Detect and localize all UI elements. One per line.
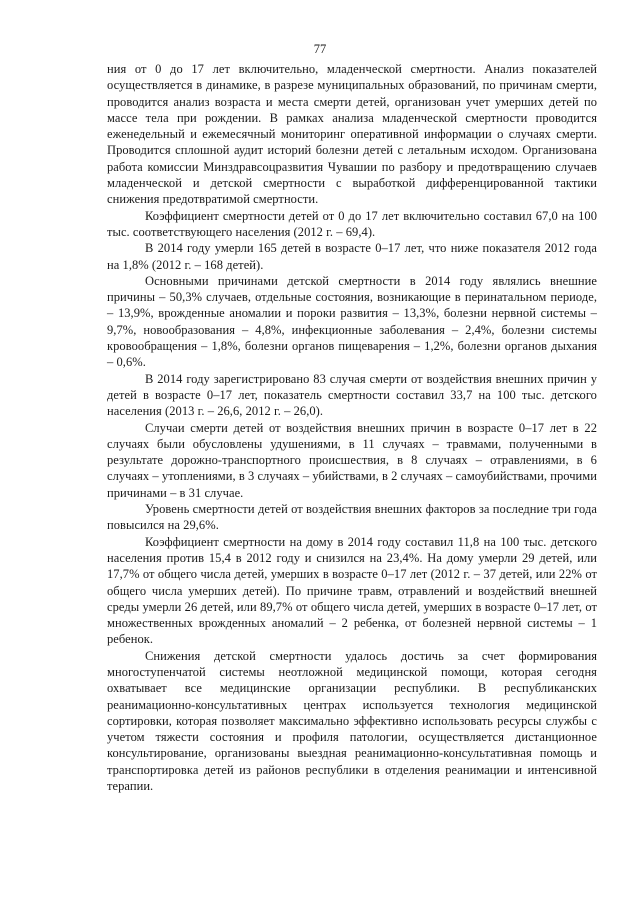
- page-number: 77: [313, 42, 327, 56]
- paragraph: Снижения детской смертности удалось достичь за счет формирования многоступенчатой системы неотложной медицинской помощи, которая сегодня охватывает все медицинские организации республики. В республиканских реанимационно-консультативных центрах используется технология медицинской сортировки, которая позволяет максимально эффективно использовать ресурсы службы с учетом тяжести состояния и профиля патологии, осуществляется дистанционное консультирование, организованы выездная реанимационно-консультативная помощь и транспортировка детей из районов республики в отделения реанимации и интенсивной терапии.: [107, 648, 597, 794]
- paragraph: В 2014 году умерли 165 детей в возрасте 0–17 лет, что ниже показателя 2012 года на 1,8% (2012 г. – 168 детей).: [107, 241, 597, 272]
- paragraph: Основными причинами детской смертности в 2014 году являлись внешние причины – 50,3% случаев, отдельные состояния, возникающие в перинатальном периоде, – 13,9%, врожденные аномалии и пороки развития – 13,3%, болезни нервной системы – 9,7%, новообразования – 4,8%, инфекционные заболевания – 2,4%, болезни системы кровообращения – 1,8%, болезни органов пищеварения – 1,2%, болезни органов дыхания – 0,6%.: [107, 273, 597, 370]
- paragraph: Коэффициент смертности детей от 0 до 17 лет включительно составил 67,0 на 100 тыс. соответствующего населения (2012 г. – 69,4).: [107, 208, 597, 239]
- paragraph: Случаи смерти детей от воздействия внешних причин в возрасте 0–17 лет в 22 случаях были обусловлены удушениями, в 11 случаях – травмами, полученными в результате дорожно-транспортного происшествия, в 8 случаях – отравлениями, в 6 случаях – утоплениями, в 3 случаях – убийствами, в 2 случаях – самоубийствами, прочими причинами – в 31 случае.: [107, 420, 597, 500]
- paragraph: В 2014 году зарегистрировано 83 случая смерти от воздействия внешних причин у детей в возрасте 0–17 лет, показатель смертности составил 33,7 на 100 тыс. детского населения (2013 г. – 26,6, 2012 г. – 26,0).: [107, 371, 597, 419]
- document-body: [107, 61, 597, 794]
- paragraph: Уровень смертности детей от воздействия внешних факторов за последние три года повысился на 29,6%.: [107, 502, 597, 533]
- paragraph: Коэффициент смертности на дому в 2014 году составил 11,8 на 100 тыс. детского населения против 15,4 в 2012 году и снизился на 23,4%. На дому умерли 29 детей, или 17,7% от общего числа детей, умерших в возрасте 0–17 лет (2012 г. – 37 детей, или 22% от общего числа умерших детей). По причине травм, отравлений и воздействий внешней среды умерли 26 детей, или 89,7% от общего числа детей, умерших в возрасте 0–17 лет, от множественных врожденных аномалий – 2 ребенка, от болезней нервной системы – 1 ребенок.: [107, 534, 597, 647]
- paragraph: ния от 0 до 17 лет включительно, младенческой смертности. Анализ показателей осуществляется в динамике, в разрезе муниципальных образований, по причинам смерти, проводится анализ возраста и места смерти детей, организован учет умерших детей по массе тела при рождении. В рамках анализа младенческой смертности проводится еженедельный и ежемесячный мониторинг оперативной информации о случаях смерти. Проводится сплошной аудит историй болезни детей с летальным исходом. Организована работа комиссии Минздравсоцразвития Чувашии по разбору и предотвращению случаев младенческой и детской смертности с выработкой дифференцированной тактики снижения предотвратимой смертности.: [107, 62, 597, 207]
